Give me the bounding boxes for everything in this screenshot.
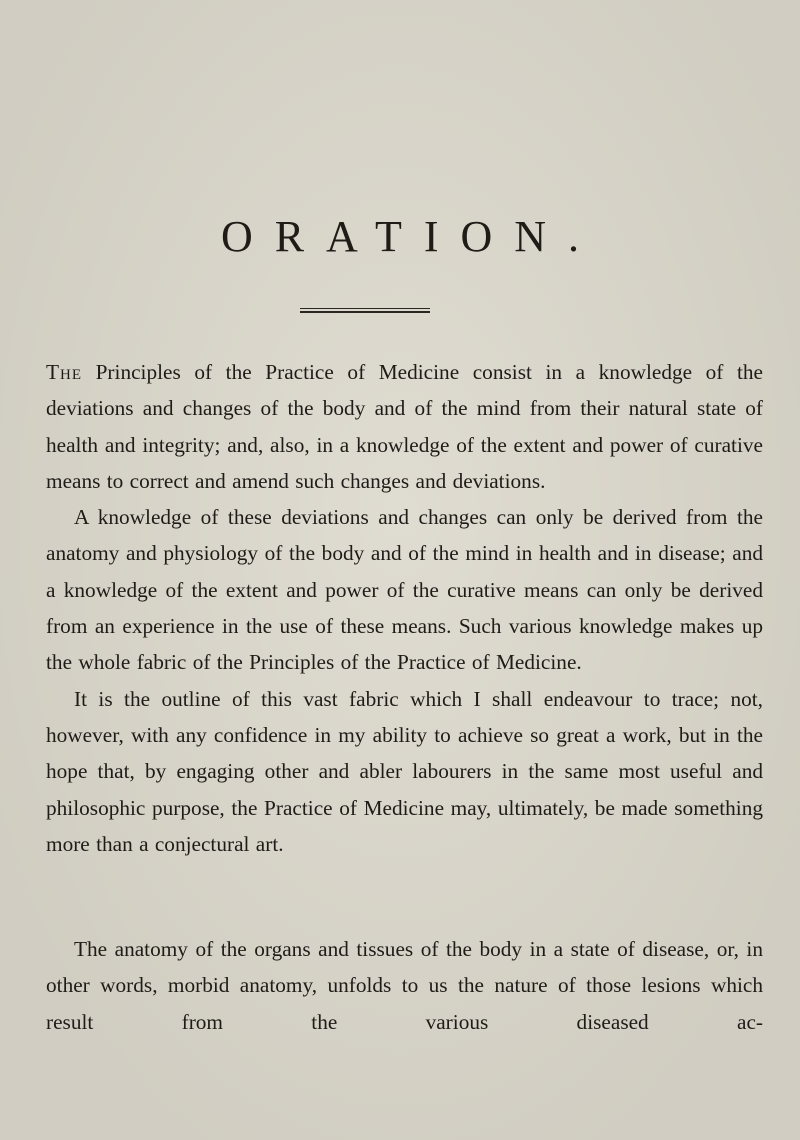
page-title: ORATION.: [220, 212, 602, 261]
body-text-section-1: [46, 354, 763, 862]
paragraph-1-text: Principles of the Practice of Medicine consist in a knowledge of the deviations and changes of the body and of the mind from their natural state of health and integrity; and, also, in a knowledge of the extent and power of curative means to correct and amend such changes and deviations.: [46, 360, 763, 493]
paragraph-1-lead: The: [46, 360, 83, 384]
body-text-section-2: [46, 931, 763, 1040]
divider-thin-line: [300, 308, 430, 309]
paragraph-1: [46, 354, 763, 499]
title-divider: [300, 308, 430, 314]
paragraph-3: It is the outline of this vast fabric which I shall endeavour to trace; not, however, with any confidence in my ability to achieve so great a work, but in the hope that, by engaging other and abler labourers in the same most useful and philosophic purpose, the Practice of Medicine may, ultimately, be made something more than a conjectural art.: [46, 686, 763, 856]
paragraph-4: The anatomy of the organs and tissues of the body in a state of disease, or, in other words, morbid anatomy, unfolds to us the nature of those lesions which result from the various diseased ac-: [46, 937, 763, 1034]
paragraph-2: A knowledge of these deviations and changes can only be derived from the anatomy and physiology of the body and of the mind in health and in disease; and a knowledge of the extent and power of the curative means can only be derived from an experience in the use of these means. Such various knowledge makes up the whole fabric of the Principles of the Practice of Medicine.: [46, 505, 763, 675]
divider-thick-line: [300, 311, 430, 313]
